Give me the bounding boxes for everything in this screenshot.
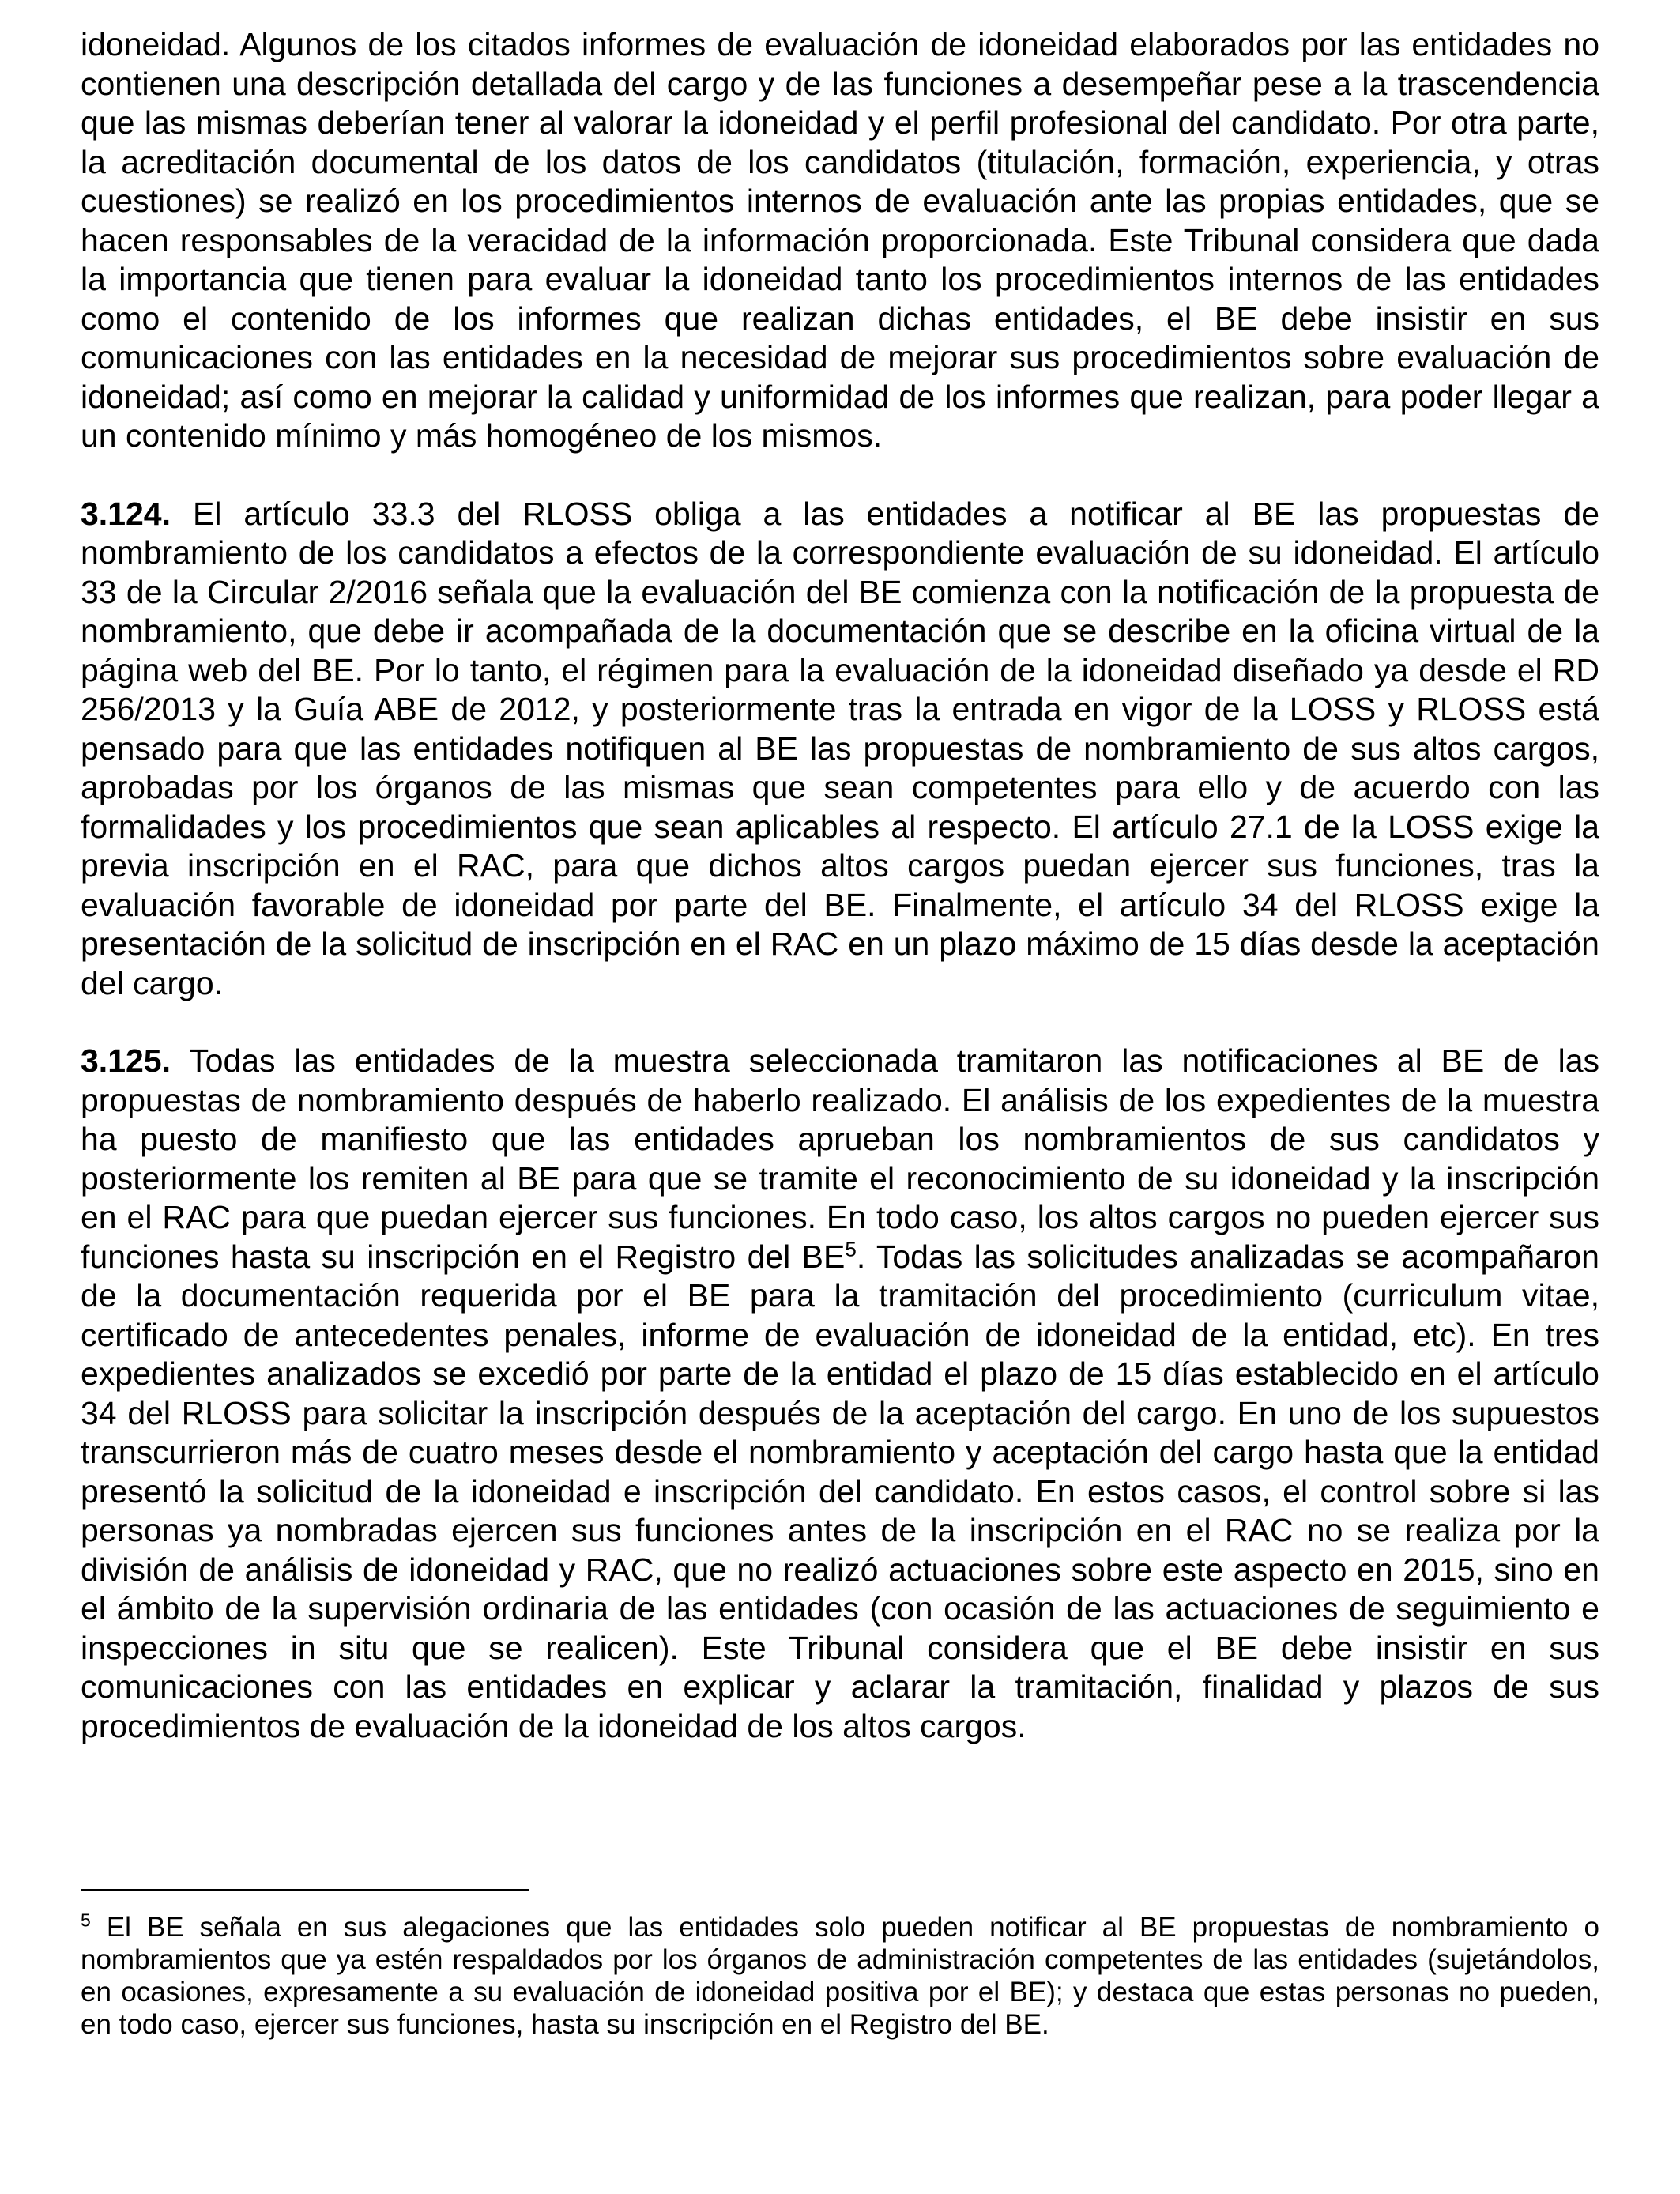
footnote-reference[interactable]: 5 (845, 1236, 857, 1261)
footnote (81, 1911, 1599, 2041)
paragraph-number: 3.125. (81, 1042, 171, 1079)
paragraph-3-124-text: El artículo 33.3 del RLOSS obliga a las entidades a notificar al BE las propuestas de nombramiento de los candidatos a efectos de la correspondiente evaluación de su idoneidad. El artículo 33 de la Circular 2/2016 señala que la evaluación del BE comienza con la notificación de la propuesta de nombramiento, que debe ir acompañada de la documentación que se describe en la oficina virtual de la página web del BE. Por lo tanto, el régimen para la evaluación de la idoneidad diseñado ya desde el RD 256/2013 y la Guía ABE de 2012, y posteriormente tras la entrada en vigor de la LOSS y RLOSS está pensado para que las entidades notifiquen al BE las propuestas de nombramiento de sus altos cargos, aprobadas por los órganos de las mismas que sean competentes para ello y de acuerdo con las formalidades y los procedimientos que sean aplicables al respecto. El artículo 27.1 de la LOSS exige la previa inscripción en el RAC, para que dichos altos cargos puedan ejercer sus funciones, tras la evaluación favorable de idoneidad por parte del BE. Finalmente, el artículo 34 del RLOSS exige la presentación de la solicitud de inscripción en el RAC en un plazo máximo de 15 días desde la aceptación del cargo. (81, 495, 1599, 1001)
footnote-marker: 5 (81, 1909, 91, 1931)
footnote-divider (81, 1889, 529, 1891)
footnote-text: El BE señala en sus alegaciones que las entidades solo pueden notificar al BE propuestas de nombramiento o nombramientos que ya estén respaldados por los órganos de administración competentes de las entidades (sujetándolos, en ocasiones, expresamente a su evaluación de idoneidad positiva por el BE); y destaca que estas personas no pueden, en todo caso, ejercer sus funciones, hasta su inscripción en el Registro del BE. (81, 1912, 1599, 2040)
paragraph-intro (81, 25, 1599, 456)
paragraph-3-125-text-before-ref: Todas las entidades de la muestra seleccionada tramitaron las notificaciones al BE de las propuestas de nombramiento después de haberlo realizado. El análisis de los expedientes de la muestra ha puesto de manifiesto que las entidades aprueban los nombramientos de sus candidatos y posteriormente los remiten al BE para que se tramite el reconocimiento de su idoneidad y la inscripción en el RAC para que puedan ejercer sus funciones. En todo caso, los altos cargos no pueden ejercer sus funciones hasta su inscripción en el Registro del BE (81, 1042, 1600, 1275)
document-body (81, 25, 1599, 1746)
paragraph-3-125-text-after-ref: . Todas las solicitudes analizadas se acompañaron de la documentación requerida por el BE para la tramitación del procedimiento (curriculum vitae, certificado de antecedentes penales, informe de evaluación de idoneidad de la entidad, etc). En tres expedientes analizados se excedió por parte de la entidad el plazo de 15 días establecido en el artículo 34 del RLOSS para solicitar la inscripción después de la aceptación del cargo. En uno de los supuestos transcurrieron más de cuatro meses desde el nombramiento y aceptación del cargo hasta que la entidad presentó la solicitud de la idoneidad e inscripción del candidato. En estos casos, el control sobre si las personas ya nombradas ejercen sus funciones antes de la inscripción en el RAC no se realiza por la división de análisis de idoneidad y RAC, que no realizó actuaciones sobre este aspecto en 2015, sino en el ámbito de la supervisión ordinaria de las entidades (con ocasión de las actuaciones de seguimiento e inspecciones in situ que se realicen). Este Tribunal considera que el BE debe insistir en sus comunicaciones con las entidades en explicar y aclarar la tramitación, finalidad y plazos de sus procedimientos de evaluación de la idoneidad de los altos cargos. (81, 1238, 1599, 1744)
paragraph-3-125 (81, 1042, 1599, 1746)
paragraph-number: 3.124. (81, 495, 171, 532)
paragraph-3-124 (81, 495, 1599, 1004)
paragraph-intro-text: idoneidad. Algunos de los citados informes de evaluación de idoneidad elaborados por las entidades no contienen una descripción detallada del cargo y de las funciones a desempeñar pese a la trascendencia que las mismas deberían tener al valorar la idoneidad y el perfil profesional del candidato. Por otra parte, la acreditación documental de los datos de los candidatos (titulación, formación, experiencia, y otras cuestiones) se realizó en los procedimientos internos de evaluación ante las propias entidades, que se hacen responsables de la veracidad de la información proporcionada. Este Tribunal considera que dada la importancia que tienen para evaluar la idoneidad tanto los procedimientos internos de las entidades como el contenido de los informes que realizan dichas entidades, el BE debe insistir en sus comunicaciones con las entidades en la necesidad de mejorar sus procedimientos sobre evaluación de idoneidad; así como en mejorar la calidad y uniformidad de los informes que realizan, para poder llegar a un contenido mínimo y más homogéneo de los mismos. (81, 26, 1599, 454)
